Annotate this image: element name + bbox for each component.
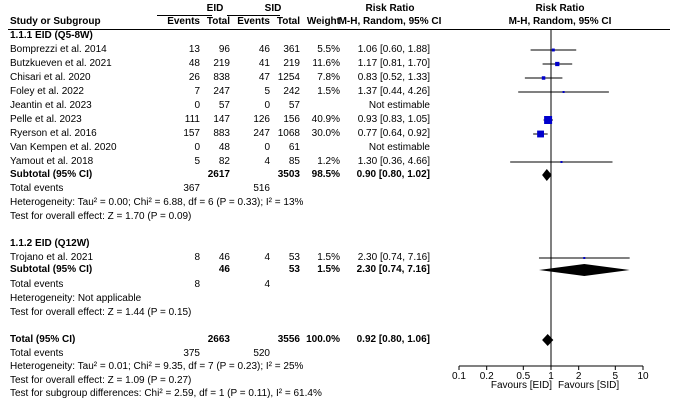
sid-total: 1254 bbox=[277, 72, 300, 83]
subgroup-2-subtotal-weight: 1.5% bbox=[317, 264, 340, 275]
total-eid-total: 2663 bbox=[207, 334, 230, 345]
subgroup-1-total-events-eid: 367 bbox=[183, 183, 200, 194]
sid-total-header: Total bbox=[276, 16, 300, 27]
plot-header-title: Risk Ratio bbox=[535, 3, 585, 14]
subgroup-2-total-events-sid: 4 bbox=[264, 279, 270, 290]
subgroup-2-subtotal-eid-total: 46 bbox=[218, 264, 230, 275]
study-ci: 0.77 [0.64, 0.92] bbox=[357, 128, 430, 139]
x-tick-label: 0.5 bbox=[516, 371, 531, 382]
subgroup-2-total-events-label: Total events bbox=[10, 279, 64, 290]
subgroup-1-subtotal-ci: 0.90 [0.80, 1.02] bbox=[356, 169, 430, 180]
sid-group-header: SID bbox=[264, 3, 282, 14]
eid-total: 219 bbox=[213, 58, 230, 69]
x-tick-label: 5 bbox=[612, 371, 619, 382]
total-weight: 100.0% bbox=[306, 334, 340, 345]
study-ci: 1.37 [0.44, 4.26] bbox=[357, 86, 430, 97]
study-ci: Not estimable bbox=[368, 100, 430, 111]
subgroup-1-title: 1.1.1 EID (Q5-8W) bbox=[10, 30, 93, 41]
eid-total: 57 bbox=[218, 100, 230, 111]
sid-events: 41 bbox=[258, 58, 270, 69]
study-name: Trojano et al. 2021 bbox=[10, 252, 94, 263]
sid-events: 47 bbox=[258, 72, 270, 83]
subgroup-2-title: 1.1.2 EID (Q12W) bbox=[10, 238, 90, 249]
sid-events: 126 bbox=[253, 114, 270, 125]
study-ci: 0.93 [0.83, 1.05] bbox=[357, 114, 430, 125]
x-tick-label: 10 bbox=[637, 371, 649, 382]
rr-header-title: Risk Ratio bbox=[365, 3, 415, 14]
study-ci: 1.30 [0.36, 4.66] bbox=[357, 156, 430, 167]
sid-total: 242 bbox=[283, 86, 300, 97]
sid-total: 156 bbox=[283, 114, 300, 125]
subgroup-2-heterogeneity: Heterogeneity: Not applicable bbox=[10, 293, 142, 304]
study-name: Jeantin et al. 2023 bbox=[10, 100, 92, 111]
study-weight: 7.8% bbox=[317, 72, 340, 83]
eid-events: 26 bbox=[188, 72, 200, 83]
subgroup-1-subtotal-sid-total: 3503 bbox=[277, 169, 300, 180]
study-column-header: Study or Subgroup bbox=[10, 16, 101, 27]
study-ci: Not estimable bbox=[368, 142, 430, 153]
eid-events: 111 bbox=[184, 114, 200, 125]
study-name: Pelle et al. 2023 bbox=[10, 114, 82, 125]
study-weight: 1.2% bbox=[317, 156, 340, 167]
eid-events: 5 bbox=[194, 156, 200, 167]
favours-right-label: Favours [SID] bbox=[558, 380, 620, 391]
study-weight: 40.9% bbox=[311, 114, 340, 125]
eid-events: 8 bbox=[194, 252, 200, 263]
subgroup-2-subtotal-sid-total: 53 bbox=[288, 264, 300, 275]
x-tick-label: 2 bbox=[575, 371, 582, 382]
total-events-label: Total events bbox=[10, 348, 64, 359]
total-overall-effect: Test for overall effect: Z = 1.09 (P = 0.27) bbox=[10, 375, 192, 386]
study-name: Van Kempen et al. 2020 bbox=[10, 142, 117, 153]
subgroup-2-subtotal-label: Subtotal (95% CI) bbox=[10, 264, 93, 275]
point-estimate bbox=[542, 76, 545, 79]
sid-events: 247 bbox=[253, 128, 270, 139]
subgroup-1-total-events-label: Total events bbox=[10, 183, 64, 194]
subgroup-2-total-events-eid: 8 bbox=[194, 279, 200, 290]
sid-total: 361 bbox=[283, 44, 300, 55]
subgroup-1-subtotal-weight: 98.5% bbox=[311, 169, 340, 180]
x-tick-label: 0.1 bbox=[452, 371, 466, 382]
eid-total-header: Total bbox=[206, 16, 230, 27]
study-weight: 30.0% bbox=[311, 128, 340, 139]
sid-events-header: Events bbox=[237, 16, 270, 27]
study-name: Foley et al. 2022 bbox=[10, 86, 84, 97]
point-estimate bbox=[583, 257, 585, 259]
study-weight: 1.5% bbox=[317, 252, 340, 263]
favours-left-label: Favours [EID] bbox=[490, 380, 552, 391]
total-ci: 0.92 [0.80, 1.06] bbox=[356, 334, 430, 345]
study-weight: 11.6% bbox=[312, 58, 340, 69]
sid-events: 4 bbox=[264, 156, 270, 167]
plot-header-method: M-H, Random, 95% CI bbox=[508, 16, 612, 27]
x-tick-label: 0.2 bbox=[479, 371, 494, 382]
point-estimate bbox=[555, 62, 559, 66]
point-estimate bbox=[563, 91, 565, 93]
sid-total: 1068 bbox=[277, 128, 300, 139]
subgroup-1-overall-effect: Test for overall effect: Z = 1.70 (P = 0.09) bbox=[10, 211, 192, 222]
subgroup-1-subtotal-label: Subtotal (95% CI) bbox=[10, 169, 93, 180]
subgroup-differences-test: Test for subgroup differences: Chi² = 2.59, df = 1 (P = 0.11), I² = 61.4% bbox=[10, 388, 322, 399]
eid-total: 883 bbox=[213, 128, 230, 139]
study-ci: 2.30 [0.74, 7.16] bbox=[357, 252, 430, 263]
eid-group-header: EID bbox=[206, 3, 224, 14]
study-name: Chisari et al. 2020 bbox=[10, 72, 91, 83]
eid-events: 0 bbox=[194, 100, 200, 111]
eid-events: 0 bbox=[194, 142, 200, 153]
sid-events: 4 bbox=[264, 252, 270, 263]
summary-diamond bbox=[539, 264, 630, 276]
subgroup-2-overall-effect: Test for overall effect: Z = 1.44 (P = 0.15) bbox=[10, 307, 192, 318]
study-name: Butzkueven et al. 2021 bbox=[10, 58, 112, 69]
summary-diamond bbox=[542, 169, 552, 181]
eid-total: 96 bbox=[218, 44, 230, 55]
total-events-eid: 375 bbox=[183, 348, 200, 359]
eid-events-header: Events bbox=[167, 16, 200, 27]
total-sid-total: 3556 bbox=[277, 334, 300, 345]
study-weight: 5.5% bbox=[317, 44, 340, 55]
total-label: Total (95% CI) bbox=[10, 334, 76, 345]
eid-events: 48 bbox=[188, 58, 200, 69]
point-estimate bbox=[552, 49, 555, 52]
sid-total: 57 bbox=[288, 100, 300, 111]
study-name: Ryerson et al. 2016 bbox=[10, 128, 97, 139]
point-estimate bbox=[537, 131, 544, 138]
total-events-sid: 520 bbox=[253, 348, 270, 359]
eid-events: 157 bbox=[183, 128, 200, 139]
rr-header-method: M-H, Random, 95% CI bbox=[338, 16, 442, 27]
eid-total: 838 bbox=[213, 72, 230, 83]
subgroup-1-heterogeneity: Heterogeneity: Tau² = 0.00; Chi² = 6.88, df = 6 (P = 0.33); I² = 13% bbox=[10, 197, 304, 208]
sid-events: 46 bbox=[258, 44, 270, 55]
study-weight: 1.5% bbox=[317, 86, 340, 97]
study-ci: 0.83 [0.52, 1.33] bbox=[357, 72, 430, 83]
study-ci: 1.06 [0.60, 1.88] bbox=[357, 44, 430, 55]
point-estimate bbox=[560, 161, 562, 163]
eid-total: 48 bbox=[218, 142, 230, 153]
eid-total: 247 bbox=[213, 86, 230, 97]
sid-events: 0 bbox=[264, 100, 270, 111]
sid-events: 0 bbox=[264, 142, 270, 153]
total-heterogeneity: Heterogeneity: Tau² = 0.01; Chi² = 9.35, df = 7 (P = 0.23); I² = 25% bbox=[10, 361, 304, 372]
eid-events: 13 bbox=[188, 44, 200, 55]
subgroup-1-subtotal-eid-total: 2617 bbox=[207, 169, 230, 180]
eid-events: 7 bbox=[194, 86, 200, 97]
sid-events: 5 bbox=[264, 86, 270, 97]
sid-total: 219 bbox=[283, 58, 300, 69]
weight-header: Weight bbox=[306, 16, 340, 27]
study-ci: 1.17 [0.81, 1.70] bbox=[357, 58, 430, 69]
summary-diamond bbox=[542, 334, 553, 346]
sid-total: 53 bbox=[288, 252, 300, 263]
sid-total: 85 bbox=[288, 156, 300, 167]
sid-total: 61 bbox=[288, 142, 300, 153]
point-estimate bbox=[544, 116, 552, 124]
eid-total: 46 bbox=[218, 252, 230, 263]
study-name: Yamout et al. 2018 bbox=[10, 156, 94, 167]
x-tick-label: 1 bbox=[548, 371, 554, 382]
subgroup-2-subtotal-ci: 2.30 [0.74, 7.16] bbox=[356, 264, 430, 275]
eid-total: 82 bbox=[218, 156, 230, 167]
eid-total: 147 bbox=[213, 114, 230, 125]
study-name: Bomprezzi et al. 2014 bbox=[10, 44, 107, 55]
subgroup-1-total-events-sid: 516 bbox=[253, 183, 270, 194]
